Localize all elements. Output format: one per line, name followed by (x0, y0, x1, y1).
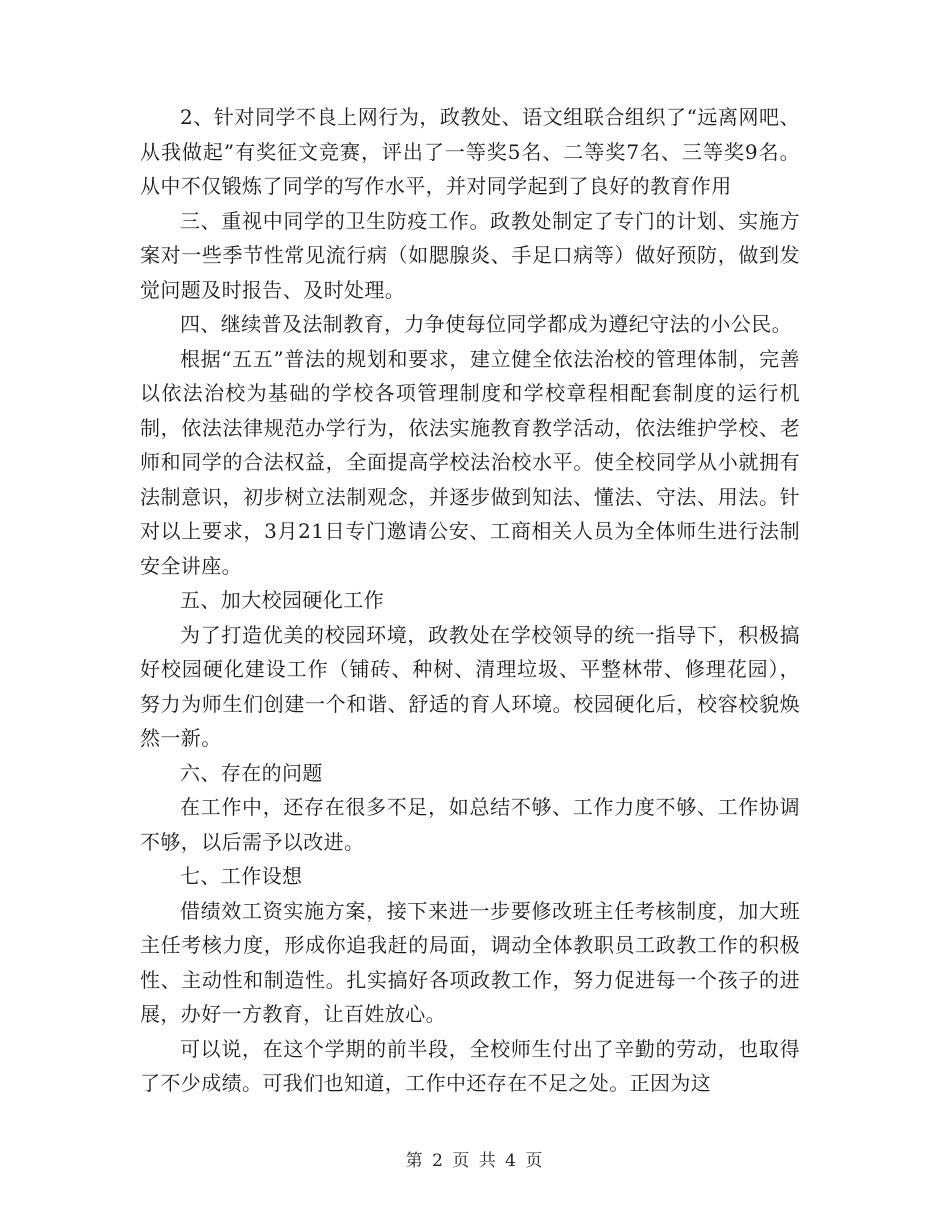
paragraph-campus-hardening: 为了打造优美的校园环境，政教处在学校领导的统一指导下，积极搞好校园硬化建设工作（铺砖、种树、清理垃圾、平整林带、修理花园），努力为师生们创建一个和谐、舒适的育人环境。校园硬化后，校容校貌焕然一新。 (140, 622, 800, 750)
document-body (140, 100, 800, 1101)
paragraph-campus-hardening-heading: 五、加大校园硬化工作 (180, 588, 384, 612)
paragraph-plans: 借绩效工资实施方案，接下来进一步要修改班主任考核制度，加大班主任考核力度，形成你追我赶的局面，调动全体教职员工政教工作的积极性、主动性和制造性。扎实搞好各项政教工作，努力促进每一个孩子的进展，办好一方教育，让百姓放心。 (140, 898, 800, 1026)
paragraph-legal-education-heading: 四、继续普及法制教育，力争使每位同学都成为遵纪守法的小公民。 (180, 312, 792, 336)
paragraph-problems: 在工作中，还存在很多不足，如总结不够、工作力度不够、工作协调不够，以后需予以改进。 (140, 795, 800, 854)
paragraph-legal-education: 根据“五五”普法的规划和要求，建立健全依法治校的管理体制，完善以依法治校为基础的学校各项管理制度和学校章程相配套制度的运行机制，依法法律规范办学行为，依法实施教育教学活动，依法维护学校、老师和同学的合法权益，全面提高学校法治校水平。使全校同学从小就拥有法制意识，初步树立法制观念，并逐步做到知法、懂法、守法、用法。针对以上要求，3月21日专门邀请公安、工商相关人员为全体师生进行法制安全讲座。 (140, 346, 800, 578)
paragraph-problems-heading: 六、存在的问题 (180, 760, 323, 785)
paragraph-online-behavior: 2、针对同学不良上网行为，政教处、语文组联合组织了“远离网吧、从我做起”有奖征文竞赛，评出了一等奖5名、二等奖7名、三等奖9名。从中不仅锻炼了同学的写作水平，并对同学起到了良好的教育作用 (140, 105, 800, 198)
paragraph-conclusion: 可以说，在这个学期的前半段，全校师生付出了辛勤的劳动，也取得了不少成绩。可我们也知道，工作中还存在不足之处。正因为这 (140, 1036, 800, 1095)
paragraph-plans-heading: 七、工作设想 (180, 864, 303, 888)
page-number-footer: 第 2 页 共 4 页 (405, 1151, 545, 1171)
paragraph-hygiene: 三、重视中同学的卫生防疫工作。政教处制定了专门的计划、实施方案对一些季节性常见流行病（如腮腺炎、手足口病等）做好预防，做到发觉问题及时报告、及时处理。 (140, 208, 800, 302)
